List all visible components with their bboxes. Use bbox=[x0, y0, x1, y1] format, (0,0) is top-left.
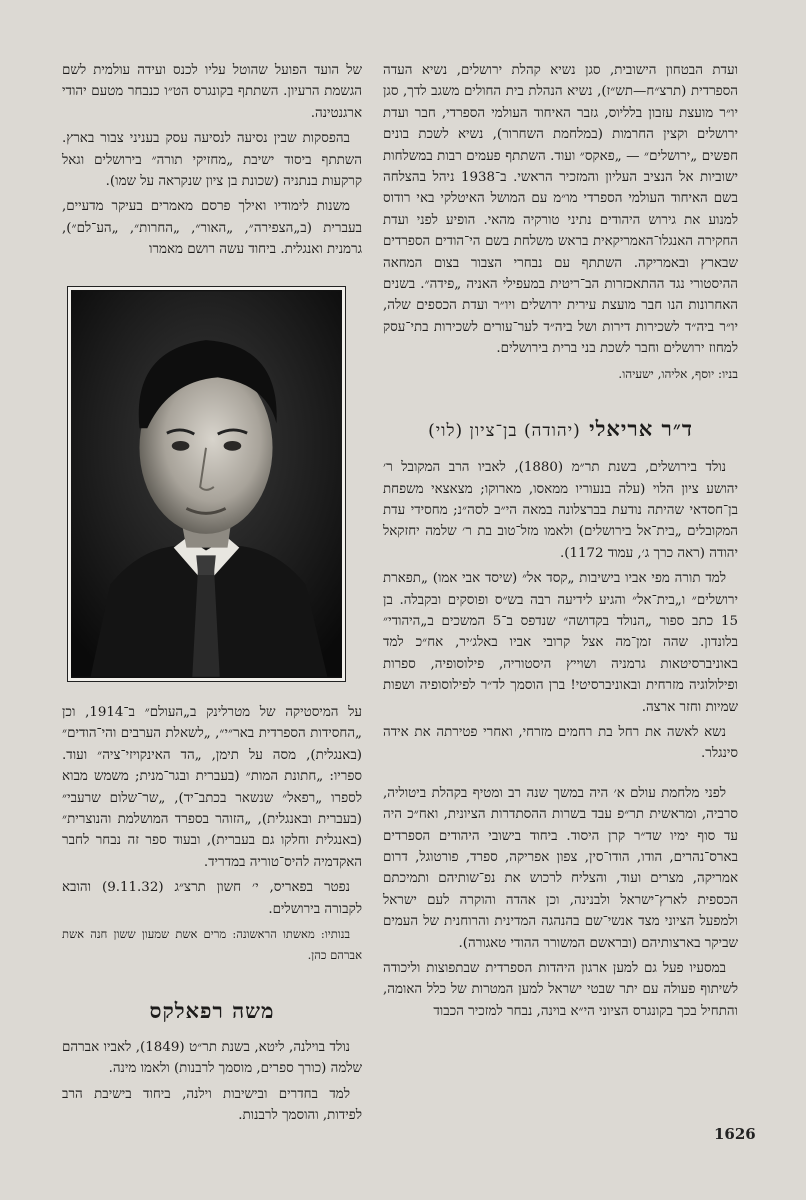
arieli-paragraph-10: נפטר בפאריס, י׳ חשון תרצ״ג (9.11.32) והובא לקבורה בירושלים. bbox=[62, 880, 362, 917]
biography-title-arieli bbox=[383, 415, 738, 445]
arieli-paragraph-6: של הועד הפועל שהוטל עליו לכנס ועידה עולמית לשם הגשמת הרעיון. השתתף בקונגרס הט״ו כנבחר מטעם יהודי ארגנטינה. bbox=[62, 63, 362, 121]
arieli-paragraph-4: לפני מלחמת עולם א׳ היה במשך שנה רב ומטיף בקהלת ביטוליה, סרביה, ומראשית תר״פ עבד בשרות ההסתדרות הציונית, ואח״כ היה עד סוף ימיו שד״ר קרן היסוד. ביחוד בישובי היהודים הספרדים בארס־נהרים, הודו, הודו־סין, צפון אפריקה, ספרד, פורטוגל, דרום אמריקה, מצרים ועוד, והצליח לרכוש את נפ־שותיהם ותמיכתם הכספית לארץ־ישראל ולבנינה, וכן אהדה והוקרה לעם ישראל ולמפעל הציוני מצד אנשי־שם בהנהגה המדינית והרוחנית של העמים שביקר בארצותיהם (ובראשם המשורר ההודי טאגורה). bbox=[383, 785, 738, 951]
arieli-paragraph-1: נולד בירושלים, בשנת תר״מ (1880), לאביו הרב המקובל ר׳ יהושע ציון הלוי (עלה בנעוריו ממאסו, מארוקו; מצאצאי משפחת בן־חסדאי שהיתה נודעת בברצלונה במאה הי״ב לסה״נ; מחסידי עדת המקובלים „בית־אל בירושלים) ולאמו מזל־טוב בת ר׳ שלמה יחזקאל יהודה (ראה כרך ג׳, עמוד 1172). bbox=[383, 460, 738, 561]
page-number: 1626 bbox=[714, 1125, 756, 1143]
portrait-photo bbox=[68, 287, 345, 681]
rafaelkes-paragraph-1: נולד בוילנה, ליטא, בשנת תר״ט (1849), לאביו אברהם שלמה (כורך ספרים, מוסמך לרבנות) ולאמו מינה. bbox=[62, 1039, 362, 1077]
left-column-top bbox=[62, 60, 362, 265]
portrait-image bbox=[71, 290, 342, 678]
arieli-paragraph-8: משנות לימודיו ואילך פרסם מאמרים בעיקר מדעיים, בעברית (ב„הצפירה״, „האור״, „החרות״, „הע־לם״), גרמנית ואנגלית. ביחוד עשה רושם מאמרו bbox=[62, 199, 362, 258]
arieli-paragraph-7: בהפסקות שבין נסיעה לנסיעה עסק בעניני צבור בארץ. השתתף ביסוד ישיבת „מחזיקי תורה״ בירושלים וגאל קרקעות בנתניה (שכונת בן ציון שנקראה על שמו). bbox=[62, 131, 362, 190]
arieli-paragraph-3: נשא לאשה את רחל בת רחמים מזרחי, ואחרי פטירתה את אידה סינגלר. bbox=[383, 724, 738, 762]
bio-title-paren: (יהודה) בן־ציון (לוי) bbox=[428, 421, 581, 442]
biography-continuation: ועדת הבטחון הישובית, סגן נשיא קהלת ירושלים, נשיא העדה הספרדית (תרצ״ח—תש״ז), נשיא הנהלת בית החולים משגב לדך, סגן יו״ר מועצת עזבון בלליוס, גזבר האיחוד העולמי הספרדי, חבר ועדת ירושלים וקצין החרמות (במלחמת השחרור), נשיא לשכת בונים חפשים „ירושלים״ — „פאקס״ ועוד. השתתף פעמים רבות במשלחות ישוביות אל הנציב העליון והמזכיר הראשי. ב־1938 ניהל בהצלחה בשם האיחוד העולמי הספרדי מו״מ עם המושל האיטלקי באי רודוס למנוע את גירוש היהודים נתיני טורקיה מהאי. הופיע לפני ועדת החקירה האנגלו־האמריקאית בראש משלחת בשם הי־הודים הספרדים שבארץ ובאמריקה. השתתף עם נבחרי הצבור בצום המחאה ההיסטורי נגד ההתאכזרות הב־ריטית במעפילי האניה „פידה״. בשנים האחרונות הנו חבר מועצת עירית ירושלים ויו״ר ועדת הכספים שלה, יו״ר ביה״ד לשכירות דירות ושל ביה״ד לער־עורים לשכירות בתי־עסק למחוז ירושלים וחבר לשכת בני ברית בירושלים. bbox=[383, 63, 738, 357]
bio-title-main: ד״ר אריאלי bbox=[589, 416, 693, 442]
arieli-paragraph-2: למד תורה מפי אביו בישיבות „קסד אל״ (שיסד אבי אמו) „תפארת ירושלים״ ו„בית־אל״ והגיע לידיעה רבה בש״ס ופוסקים ובקבלה. בן 15 כתב ספור „הנולד בקדושה״ שנדפס ב־5 המשכים ב„היהודי״ בלונדון. שהה זמן־מה אצל קרובי אביו באלג׳יר, אח״כ למד באוניברסיטאות גרמניה ושוייץ היסטוריה, פילוסופיה, ספרות ופילולוגיה מזרחית ובאוניברסיטי! ברן הוסמך לד״ר לפילוסופיה ושפות שמיות וחזר ארצה. bbox=[383, 571, 738, 715]
sons-line: בניו: יוסף, אליהו, ישעיהו. bbox=[618, 366, 738, 381]
biography-title-rafaelkes: משה רפאלקס bbox=[149, 997, 275, 1023]
arieli-daughters: בנותיו: מאשתו הראשונה: מרים אשת שמעון ששון חנה אשת אברהם כהן. bbox=[62, 927, 362, 963]
arieli-paragraph-5: במסעיו פעל גם למען ארגון היהדות הספרדית שבתפוצות וליכודה לשיתוף פעולה עם יתר שבטי ישראל למען המטרות של כלל האומה, והתחיל בכך בקונגרס הציוני הי״א בוינה, נבחר למזכיר הכבוד bbox=[383, 961, 738, 1019]
arieli-paragraph-9: על המיסטיקה של מטרלינק ב„העולם״ ב־1914, וכן „החסידות הספרדית באר״י״, „לשאלת הערבים והי־הודים״ (באנגלית), מסה על תימן, „הד האינקויזי־ציה״ ועוד. ספריו: „חתונת המות״ (בעברית ובגר־מנית; משמש מבוא לספרו „רפאל״ שנשאר בכתב־יד), „שר־שלום שרעבי״ (בעברית ובאנגלית), „הזוהר בספרד המושלמת והנוצרית״ (באנגלית וחלקו גם בעברית), ובעוד ספר זה נבחר לחבר האקדמיה להיס־טוריה במדריד. bbox=[62, 705, 362, 870]
rafaelkes-paragraph-2: למד בחדרים ובישיבות וילנה, ביחוד בישיבת הרב לפידות, והוסמך לרבנות. bbox=[62, 1086, 362, 1124]
left-column-bottom bbox=[62, 702, 362, 1131]
right-column bbox=[383, 60, 738, 1026]
